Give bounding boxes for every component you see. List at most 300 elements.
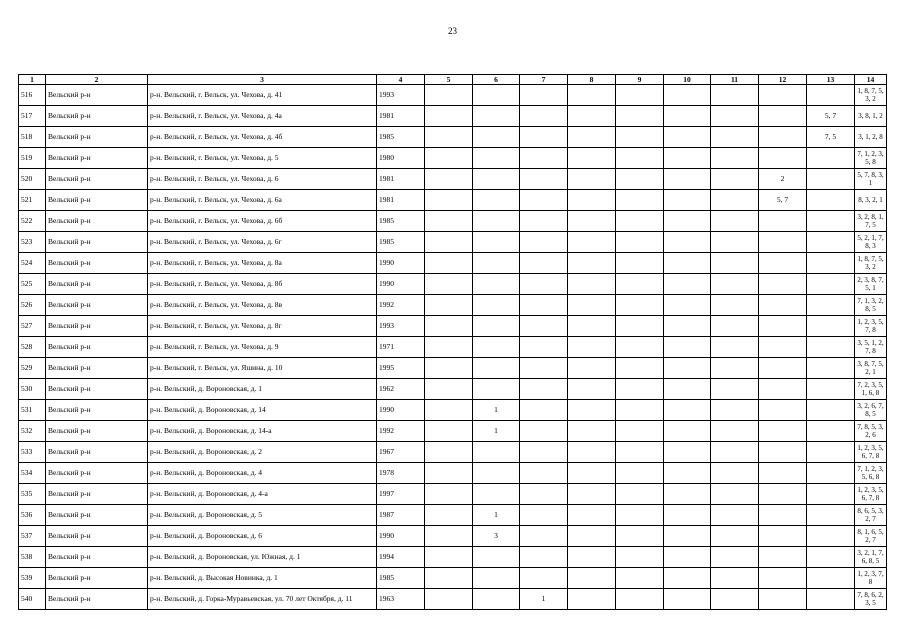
cell-col-10 xyxy=(664,190,711,211)
cell-col-10 xyxy=(664,337,711,358)
cell-col-6 xyxy=(473,274,520,295)
cell-col-13 xyxy=(807,505,855,526)
cell-col-7 xyxy=(520,85,568,106)
cell-col-5 xyxy=(425,106,473,127)
cell-col-11 xyxy=(711,505,759,526)
cell-year: 1990 xyxy=(377,274,425,295)
cell-col-12 xyxy=(759,211,807,232)
cell-year: 1992 xyxy=(377,421,425,442)
cell-col-14: 1, 2, 3, 5, 6, 7, 8 xyxy=(855,484,887,505)
header-cell-7: 7 xyxy=(520,75,568,85)
cell-col-12 xyxy=(759,127,807,148)
table-row xyxy=(19,253,887,274)
cell-col-7 xyxy=(520,190,568,211)
cell-address: р-н. Вельский, д. Высокая Новинка, д. 1 xyxy=(148,568,377,589)
cell-col-7 xyxy=(520,211,568,232)
cell-col-6 xyxy=(473,190,520,211)
cell-col-8 xyxy=(568,484,616,505)
cell-col-13 xyxy=(807,568,855,589)
cell-col-13 xyxy=(807,400,855,421)
cell-col-7 xyxy=(520,337,568,358)
cell-col-10 xyxy=(664,253,711,274)
header-cell-3: 3 xyxy=(148,75,377,85)
cell-col-11 xyxy=(711,400,759,421)
cell-col-11 xyxy=(711,547,759,568)
cell-col-14: 7, 1, 2, 3, 5, 8 xyxy=(855,148,887,169)
table-row xyxy=(19,211,887,232)
cell-year: 1978 xyxy=(377,463,425,484)
cell-col-12 xyxy=(759,316,807,337)
cell-col-5 xyxy=(425,295,473,316)
cell-address: р-н. Вельский, г. Вельск, ул. Чехова, д. 9 xyxy=(148,337,377,358)
cell-address: р-н. Вельский, д. Вороновская, д. 2 xyxy=(148,442,377,463)
cell-address: р-н. Вельский, г. Вельск, ул. Чехова, д. 6г xyxy=(148,232,377,253)
cell-col-5 xyxy=(425,484,473,505)
cell-col-7 xyxy=(520,568,568,589)
header-cell-13: 13 xyxy=(807,75,855,85)
cell-col-5 xyxy=(425,547,473,568)
cell-col-9 xyxy=(616,316,664,337)
header-cell-14: 14 xyxy=(855,75,887,85)
cell-col-10 xyxy=(664,232,711,253)
table-row xyxy=(19,127,887,148)
cell-row-number: 522 xyxy=(19,211,46,232)
cell-district: Вельский р-н xyxy=(46,484,148,505)
cell-address: р-н. Вельский, г. Вельск, ул. Чехова, д. 5 xyxy=(148,148,377,169)
cell-col-6 xyxy=(473,106,520,127)
cell-row-number: 525 xyxy=(19,274,46,295)
cell-col-13 xyxy=(807,484,855,505)
cell-year: 1990 xyxy=(377,400,425,421)
cell-year: 1980 xyxy=(377,148,425,169)
cell-row-number: 524 xyxy=(19,253,46,274)
cell-col-5 xyxy=(425,169,473,190)
cell-col-6: 1 xyxy=(473,505,520,526)
cell-col-10 xyxy=(664,274,711,295)
cell-address: р-н. Вельский, д. Вороновская, д. 1 xyxy=(148,379,377,400)
header-cell-9: 9 xyxy=(616,75,664,85)
cell-col-11 xyxy=(711,148,759,169)
cell-address: р-н. Вельский, г. Вельск, ул. Чехова, д. 6а xyxy=(148,190,377,211)
cell-district: Вельский р-н xyxy=(46,421,148,442)
cell-col-8 xyxy=(568,211,616,232)
cell-col-14: 5, 2, 1, 7, 8, 3 xyxy=(855,232,887,253)
cell-col-5 xyxy=(425,589,473,610)
table-row xyxy=(19,505,887,526)
cell-col-14: 3, 2, 1, 7, 6, 8, 5 xyxy=(855,547,887,568)
cell-col-9 xyxy=(616,106,664,127)
cell-col-12 xyxy=(759,337,807,358)
cell-col-12 xyxy=(759,148,807,169)
cell-col-8 xyxy=(568,505,616,526)
cell-address: р-н. Вельский, г. Вельск, ул. Чехова, д. 4а xyxy=(148,106,377,127)
cell-col-6: 1 xyxy=(473,400,520,421)
cell-col-9 xyxy=(616,421,664,442)
cell-col-9 xyxy=(616,589,664,610)
cell-col-11 xyxy=(711,484,759,505)
cell-col-11 xyxy=(711,253,759,274)
cell-col-5 xyxy=(425,127,473,148)
cell-district: Вельский р-н xyxy=(46,442,148,463)
cell-row-number: 535 xyxy=(19,484,46,505)
cell-district: Вельский р-н xyxy=(46,568,148,589)
cell-col-13 xyxy=(807,274,855,295)
cell-col-14: 1, 2, 3, 7, 8 xyxy=(855,568,887,589)
cell-col-11 xyxy=(711,232,759,253)
cell-col-6 xyxy=(473,589,520,610)
table-row xyxy=(19,358,887,379)
cell-col-10 xyxy=(664,526,711,547)
cell-col-9 xyxy=(616,232,664,253)
cell-row-number: 530 xyxy=(19,379,46,400)
cell-col-7 xyxy=(520,400,568,421)
cell-col-13 xyxy=(807,169,855,190)
cell-year: 1994 xyxy=(377,547,425,568)
cell-district: Вельский р-н xyxy=(46,106,148,127)
cell-col-6 xyxy=(473,547,520,568)
cell-col-10 xyxy=(664,463,711,484)
cell-col-14: 2, 3, 8, 7, 5, 1 xyxy=(855,274,887,295)
cell-col-13 xyxy=(807,190,855,211)
cell-year: 1985 xyxy=(377,568,425,589)
cell-address: р-н. Вельский, д. Вороновская, д. 6 xyxy=(148,526,377,547)
cell-address: р-н. Вельский, г. Вельск, ул. Чехова, д. 8г xyxy=(148,316,377,337)
cell-col-13 xyxy=(807,547,855,568)
cell-row-number: 533 xyxy=(19,442,46,463)
cell-col-7 xyxy=(520,547,568,568)
cell-col-11 xyxy=(711,337,759,358)
cell-col-7 xyxy=(520,295,568,316)
cell-col-9 xyxy=(616,568,664,589)
cell-col-7 xyxy=(520,526,568,547)
table-row xyxy=(19,421,887,442)
table-row xyxy=(19,106,887,127)
cell-district: Вельский р-н xyxy=(46,547,148,568)
cell-col-12: 2 xyxy=(759,169,807,190)
cell-col-12 xyxy=(759,253,807,274)
cell-col-13 xyxy=(807,379,855,400)
cell-col-14: 1, 8, 7, 5, 3, 2 xyxy=(855,85,887,106)
cell-col-13 xyxy=(807,253,855,274)
cell-row-number: 521 xyxy=(19,190,46,211)
cell-col-8 xyxy=(568,526,616,547)
cell-col-6 xyxy=(473,316,520,337)
cell-year: 1971 xyxy=(377,337,425,358)
cell-col-14: 3, 1, 2, 8 xyxy=(855,127,887,148)
cell-col-14: 3, 2, 8, 1, 7, 5 xyxy=(855,211,887,232)
cell-col-10 xyxy=(664,169,711,190)
header-row xyxy=(19,75,887,85)
cell-col-9 xyxy=(616,190,664,211)
cell-col-14: 1, 2, 3, 5, 6, 7, 8 xyxy=(855,442,887,463)
cell-col-12 xyxy=(759,463,807,484)
cell-year: 1995 xyxy=(377,358,425,379)
cell-col-9 xyxy=(616,400,664,421)
cell-col-6 xyxy=(473,85,520,106)
cell-row-number: 523 xyxy=(19,232,46,253)
cell-row-number: 518 xyxy=(19,127,46,148)
cell-col-6 xyxy=(473,484,520,505)
cell-col-7 xyxy=(520,316,568,337)
cell-address: р-н. Вельский, г. Вельск, ул. Чехова, д. 6 xyxy=(148,169,377,190)
cell-row-number: 531 xyxy=(19,400,46,421)
header-cell-12: 12 xyxy=(759,75,807,85)
table-row xyxy=(19,232,887,253)
cell-col-11 xyxy=(711,316,759,337)
cell-district: Вельский р-н xyxy=(46,526,148,547)
cell-col-5 xyxy=(425,337,473,358)
cell-address: р-н. Вельский, г. Вельск, ул. Чехова, д. 4б xyxy=(148,127,377,148)
cell-col-7 xyxy=(520,148,568,169)
table-row xyxy=(19,85,887,106)
cell-col-5 xyxy=(425,505,473,526)
table-row xyxy=(19,337,887,358)
cell-col-14: 7, 8, 6, 2, 3, 5 xyxy=(855,589,887,610)
cell-col-11 xyxy=(711,421,759,442)
cell-col-12 xyxy=(759,547,807,568)
cell-col-8 xyxy=(568,169,616,190)
cell-row-number: 538 xyxy=(19,547,46,568)
cell-col-11 xyxy=(711,169,759,190)
cell-col-12 xyxy=(759,568,807,589)
cell-year: 1962 xyxy=(377,379,425,400)
cell-row-number: 529 xyxy=(19,358,46,379)
cell-row-number: 516 xyxy=(19,85,46,106)
cell-year: 1985 xyxy=(377,211,425,232)
table-row xyxy=(19,316,887,337)
cell-col-11 xyxy=(711,379,759,400)
cell-district: Вельский р-н xyxy=(46,169,148,190)
table-body xyxy=(19,85,887,610)
cell-col-5 xyxy=(425,463,473,484)
table-row xyxy=(19,274,887,295)
cell-row-number: 534 xyxy=(19,463,46,484)
cell-col-13 xyxy=(807,148,855,169)
cell-col-13 xyxy=(807,463,855,484)
cell-year: 1997 xyxy=(377,484,425,505)
cell-col-11 xyxy=(711,463,759,484)
header-cell-5: 5 xyxy=(425,75,473,85)
table-row xyxy=(19,547,887,568)
table-row xyxy=(19,400,887,421)
cell-col-5 xyxy=(425,211,473,232)
cell-col-7 xyxy=(520,505,568,526)
table-row xyxy=(19,526,887,547)
cell-address: р-н. Вельский, д. Горка-Муравьевская, ул. 70 лет Октября, д. 11 xyxy=(148,589,377,610)
cell-year: 1992 xyxy=(377,295,425,316)
cell-col-7 xyxy=(520,442,568,463)
cell-col-6 xyxy=(473,127,520,148)
cell-year: 1990 xyxy=(377,253,425,274)
cell-district: Вельский р-н xyxy=(46,85,148,106)
cell-col-6: 1 xyxy=(473,421,520,442)
table-row xyxy=(19,379,887,400)
cell-col-7 xyxy=(520,379,568,400)
cell-col-13 xyxy=(807,316,855,337)
cell-col-10 xyxy=(664,589,711,610)
cell-col-5 xyxy=(425,274,473,295)
cell-col-11 xyxy=(711,568,759,589)
cell-col-5 xyxy=(425,526,473,547)
cell-col-7 xyxy=(520,253,568,274)
cell-col-7 xyxy=(520,127,568,148)
cell-col-8 xyxy=(568,127,616,148)
cell-col-13 xyxy=(807,358,855,379)
cell-col-12 xyxy=(759,484,807,505)
cell-district: Вельский р-н xyxy=(46,400,148,421)
cell-col-13 xyxy=(807,421,855,442)
cell-district: Вельский р-н xyxy=(46,316,148,337)
cell-col-5 xyxy=(425,568,473,589)
cell-row-number: 526 xyxy=(19,295,46,316)
cell-col-10 xyxy=(664,442,711,463)
cell-row-number: 537 xyxy=(19,526,46,547)
cell-col-6 xyxy=(473,568,520,589)
cell-col-9 xyxy=(616,358,664,379)
cell-district: Вельский р-н xyxy=(46,232,148,253)
cell-year: 1967 xyxy=(377,442,425,463)
cell-col-9 xyxy=(616,295,664,316)
cell-row-number: 527 xyxy=(19,316,46,337)
cell-address: р-н. Вельский, г. Вельск, ул. Чехова, д. 8а xyxy=(148,253,377,274)
cell-col-12 xyxy=(759,379,807,400)
cell-col-11 xyxy=(711,85,759,106)
cell-col-10 xyxy=(664,484,711,505)
cell-col-7 xyxy=(520,274,568,295)
cell-col-5 xyxy=(425,232,473,253)
cell-row-number: 519 xyxy=(19,148,46,169)
cell-district: Вельский р-н xyxy=(46,190,148,211)
cell-col-10 xyxy=(664,316,711,337)
cell-col-5 xyxy=(425,400,473,421)
cell-year: 1993 xyxy=(377,85,425,106)
cell-col-14: 7, 2, 3, 5, 1, 6, 8 xyxy=(855,379,887,400)
cell-col-8 xyxy=(568,442,616,463)
cell-col-7 xyxy=(520,463,568,484)
cell-year: 1963 xyxy=(377,589,425,610)
cell-col-12 xyxy=(759,400,807,421)
cell-col-9 xyxy=(616,274,664,295)
cell-col-5 xyxy=(425,358,473,379)
table-row xyxy=(19,169,887,190)
cell-col-11 xyxy=(711,526,759,547)
cell-col-8 xyxy=(568,463,616,484)
cell-col-10 xyxy=(664,547,711,568)
cell-col-6 xyxy=(473,337,520,358)
cell-col-6 xyxy=(473,148,520,169)
table-row xyxy=(19,484,887,505)
cell-col-8 xyxy=(568,358,616,379)
cell-col-11 xyxy=(711,295,759,316)
cell-col-14: 3, 2, 6, 7, 8, 5 xyxy=(855,400,887,421)
cell-col-14: 5, 7, 8, 3, 1 xyxy=(855,169,887,190)
cell-col-12 xyxy=(759,85,807,106)
cell-address: р-н. Вельский, г. Вельск, ул. Яшина, д. 10 xyxy=(148,358,377,379)
cell-col-8 xyxy=(568,295,616,316)
table-row xyxy=(19,190,887,211)
cell-district: Вельский р-н xyxy=(46,589,148,610)
cell-col-10 xyxy=(664,295,711,316)
cell-col-7: 1 xyxy=(520,589,568,610)
cell-col-9 xyxy=(616,484,664,505)
cell-col-13 xyxy=(807,526,855,547)
cell-col-8 xyxy=(568,568,616,589)
cell-col-12 xyxy=(759,505,807,526)
cell-col-9 xyxy=(616,379,664,400)
cell-row-number: 540 xyxy=(19,589,46,610)
cell-district: Вельский р-н xyxy=(46,148,148,169)
cell-district: Вельский р-н xyxy=(46,274,148,295)
cell-col-8 xyxy=(568,547,616,568)
cell-col-5 xyxy=(425,442,473,463)
cell-col-13 xyxy=(807,337,855,358)
cell-col-10 xyxy=(664,421,711,442)
cell-col-7 xyxy=(520,169,568,190)
cell-col-12 xyxy=(759,274,807,295)
header-cell-10: 10 xyxy=(664,75,711,85)
cell-district: Вельский р-н xyxy=(46,253,148,274)
cell-district: Вельский р-н xyxy=(46,337,148,358)
cell-col-12 xyxy=(759,421,807,442)
cell-address: р-н. Вельский, г. Вельск, ул. Чехова, д. 6б xyxy=(148,211,377,232)
cell-col-10 xyxy=(664,106,711,127)
cell-col-8 xyxy=(568,190,616,211)
header-cell-6: 6 xyxy=(473,75,520,85)
cell-col-5 xyxy=(425,190,473,211)
cell-col-14: 1, 8, 7, 5, 3, 2 xyxy=(855,253,887,274)
cell-col-6 xyxy=(473,358,520,379)
cell-col-8 xyxy=(568,148,616,169)
cell-district: Вельский р-н xyxy=(46,379,148,400)
cell-col-9 xyxy=(616,169,664,190)
cell-year: 1990 xyxy=(377,526,425,547)
cell-col-11 xyxy=(711,106,759,127)
cell-col-9 xyxy=(616,337,664,358)
cell-col-14: 8, 3, 2, 1 xyxy=(855,190,887,211)
cell-col-5 xyxy=(425,316,473,337)
cell-col-6 xyxy=(473,379,520,400)
cell-col-8 xyxy=(568,316,616,337)
cell-col-6 xyxy=(473,295,520,316)
cell-col-10 xyxy=(664,358,711,379)
cell-district: Вельский р-н xyxy=(46,295,148,316)
table-row xyxy=(19,295,887,316)
table-row xyxy=(19,148,887,169)
cell-col-11 xyxy=(711,589,759,610)
cell-col-10 xyxy=(664,85,711,106)
table-row xyxy=(19,568,887,589)
header-cell-8: 8 xyxy=(568,75,616,85)
cell-col-9 xyxy=(616,463,664,484)
cell-col-9 xyxy=(616,253,664,274)
cell-col-9 xyxy=(616,526,664,547)
cell-col-11 xyxy=(711,274,759,295)
table-row xyxy=(19,463,887,484)
cell-year: 1993 xyxy=(377,316,425,337)
cell-col-10 xyxy=(664,379,711,400)
cell-col-12 xyxy=(759,589,807,610)
cell-col-7 xyxy=(520,421,568,442)
cell-col-13 xyxy=(807,442,855,463)
housing-register-table xyxy=(18,74,887,610)
cell-col-12 xyxy=(759,295,807,316)
cell-col-13 xyxy=(807,211,855,232)
cell-col-7 xyxy=(520,106,568,127)
cell-col-7 xyxy=(520,484,568,505)
table-row xyxy=(19,442,887,463)
cell-col-12 xyxy=(759,106,807,127)
cell-col-9 xyxy=(616,127,664,148)
